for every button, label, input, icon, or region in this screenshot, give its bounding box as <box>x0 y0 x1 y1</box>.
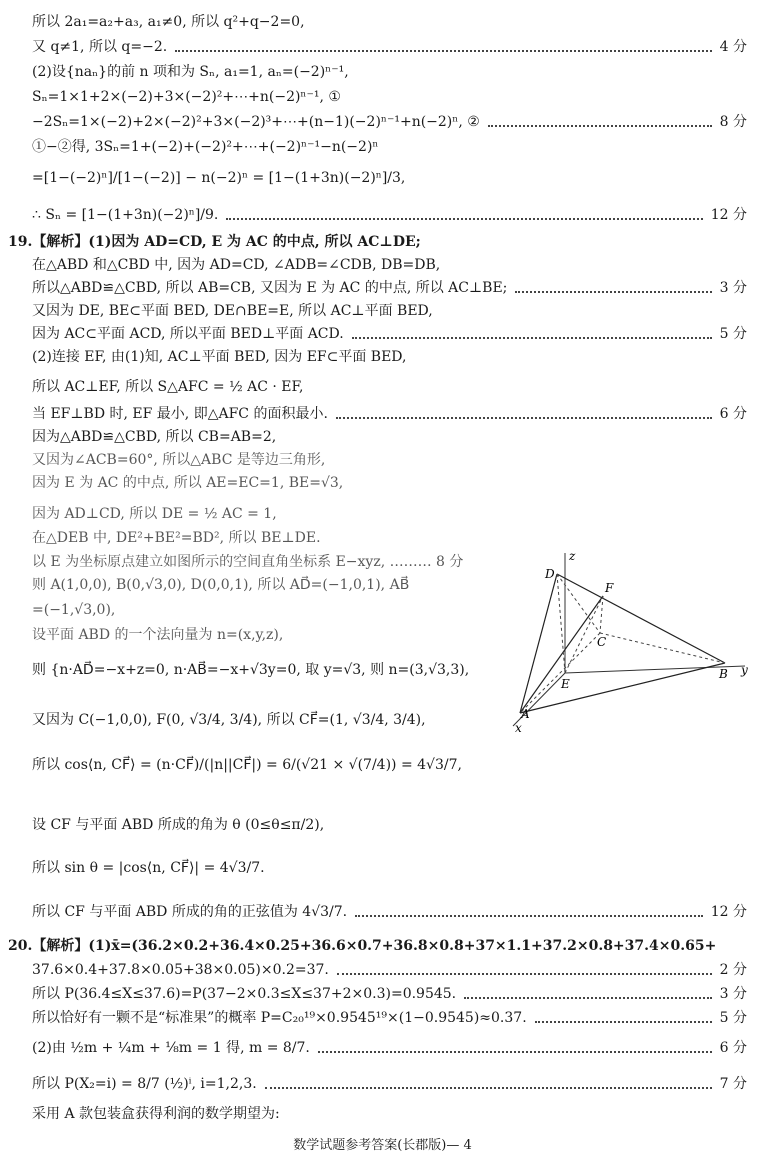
question-20-heading: 20.【解析】(1)x̄=(36.2×0.2+36.4×0.25+36.6×0.7+36.8×0.8+37×1.1+37.2×0.8+37.4×0.65+ <box>8 938 717 954</box>
score-label: 5 分 <box>719 1010 747 1026</box>
text-line: Sₙ=1×1+2×(−2)+3×(−2)²+⋯+n(−2)ⁿ⁻¹, ① <box>32 89 341 105</box>
text-line: =(−1,√3,0), <box>32 602 116 618</box>
text-line: −2Sₙ=1×(−2)+2×(−2)²+3×(−2)³+⋯+(n−1)(−2)ⁿ⁻¹+n(−2)ⁿ, ② 8 分 <box>32 114 747 130</box>
text-line: 当 EF⊥BD 时, EF 最小, 即△AFC 的面积最小. 6 分 <box>32 406 747 422</box>
text-line: 所以 AC⊥EF, 所以 S△AFC = ½ AC · EF, <box>32 379 304 395</box>
text-line: 设平面 ABD 的一个法向量为 n=(x,y,z), <box>32 627 284 643</box>
text-line: 在△DEB 中, DE²+BE²=BD², 所以 BE⊥DE. <box>32 530 321 546</box>
edge-DA <box>520 574 557 713</box>
score-label: 6 分 <box>719 1040 747 1056</box>
score-label: 7 分 <box>719 1076 747 1092</box>
edge-DB <box>557 574 725 663</box>
text-line: 所以恰好有一颗不是“标准果”的概率 P=C₂₀¹⁹×0.9545¹⁹×(1−0.9545)≈0.37. 5 分 <box>32 1010 747 1026</box>
score-label: 3 分 <box>719 986 747 1002</box>
text-line: 所以 P(36.4≤X≤37.6)=P(37−2×0.3≤X≤37+2×0.3)=0.9545. 3 分 <box>32 986 747 1002</box>
text-line: 所以 2a₁=a₂+a₃, a₁≠0, 所以 q²+q−2=0, <box>32 14 305 30</box>
text-line: 设 CF 与平面 ABD 所成的角为 θ (0≤θ≤π/2), <box>32 817 325 833</box>
text-line: 又因为 DE, BE⊂平面 BED, DE∩BE=E, 所以 AC⊥平面 BED, <box>32 303 433 319</box>
axis-label-z: z <box>569 549 576 563</box>
score-label: 6 分 <box>719 406 747 422</box>
axis-label-y: y <box>741 663 748 677</box>
text-line: ①−②得, 3Sₙ=1+(−2)+(−2)²+⋯+(−2)ⁿ⁻¹−n(−2)ⁿ <box>32 139 379 155</box>
text-line: (2)设{naₙ}的前 n 项和为 Sₙ, a₁=1, aₙ=(−2)ⁿ⁻¹, <box>32 64 349 80</box>
question-19-heading: 19.【解析】(1)因为 AD=CD, E 为 AC 的中点, 所以 AC⊥DE; <box>8 234 421 250</box>
text-line: 所以 sin θ = |cos⟨n, CF⃗⟩| = 4√3/7. <box>32 860 265 876</box>
point-label-E: E <box>561 677 570 691</box>
text-line: (2)连接 EF, 由(1)知, AC⊥平面 BED, 因为 EF⊂平面 BED, <box>32 349 407 365</box>
score-label: 8 分 <box>719 114 747 130</box>
tetrahedron-diagram <box>505 548 755 733</box>
score-label: 12 分 <box>710 207 747 223</box>
text-line: 所以 P(X₂=i) = 8/7 (½)ⁱ, i=1,2,3. 7 分 <box>32 1064 747 1104</box>
text-line: 37.6×0.4+37.8×0.05+38×0.05)×0.2=37. 2 分 <box>32 962 747 978</box>
edge-CA <box>520 633 600 713</box>
edge-DC <box>557 574 600 633</box>
text-line: 在△ABD 和△CBD 中, 因为 AD=CD, ∠ADB=∠CDB, DB=DB, <box>32 257 441 273</box>
point-label-C: C <box>597 635 607 649</box>
text-line: 所以 CF 与平面 ABD 所成的角的正弦值为 4√3/7. 12 分 <box>32 892 747 932</box>
text-line: 以 E 为坐标原点建立如图所示的空间直角坐标系 E−xyz, ……… 8 分 <box>32 554 464 570</box>
edge-CB <box>600 633 725 663</box>
score-label: 4 分 <box>719 39 747 55</box>
score-label: 12 分 <box>710 904 747 920</box>
text-line: 所以 cos⟨n, CF⃗⟩ = (n·CF⃗)/(|n||CF⃗|) = 6/(√21 × √(7/4)) = 4√3/7, <box>32 757 462 773</box>
text-line: 又因为∠ACB=60°, 所以△ABC 是等边三角形, <box>32 452 326 468</box>
point-label-F: F <box>605 581 614 595</box>
y-axis <box>565 666 745 673</box>
text-line: 则 A(1,0,0), B(0,√3,0), D(0,0,1), 所以 AD⃗=(−1,0,1), AB⃗ <box>32 577 410 593</box>
point-label-B: B <box>719 667 728 681</box>
text-line: 因为 AC⊂平面 ACD, 所以平面 BED⊥平面 ACD. 5 分 <box>32 326 747 342</box>
text-line: 则 {n·AD⃗=−x+z=0, n·AB⃗=−x+√3y=0, 取 y=√3, 则 n=(3,√3,3), <box>32 662 470 678</box>
point-label-D: D <box>545 567 555 581</box>
point-label-A: A <box>521 707 530 721</box>
score-label: 3 分 <box>719 280 747 296</box>
score-label: 2 分 <box>719 962 747 978</box>
text-line: (2)由 ½m + ¼m + ⅛m = 1 得, m = 8/7. 6 分 <box>32 1028 747 1068</box>
tetrahedron-figure <box>505 548 755 733</box>
score-label: 5 分 <box>719 326 747 342</box>
text-line: ∴ Sₙ = [1−(1+3n)(−2)ⁿ]/9. 12 分 <box>32 195 747 235</box>
text-line: 采用 A 款包装盒获得利润的数学期望为: <box>32 1106 280 1122</box>
page-footer: 数学试题参考答案(长郡版)— 4 <box>293 1138 472 1153</box>
text-line: 因为 E 为 AC 的中点, 所以 AE=EC=1, BE=√3, <box>32 475 344 491</box>
axis-label-x: x <box>515 721 522 733</box>
text-line: 又因为 C(−1,0,0), F(0, √3/4, 3/4), 所以 CF⃗=(1, √3/4, 3/4), <box>32 712 426 728</box>
text-line: 又 q≠1, 所以 q=−2. 4 分 <box>32 39 747 55</box>
text-line: =[1−(−2)ⁿ]/[1−(−2)] − n(−2)ⁿ = [1−(1+3n)(−2)ⁿ]/3, <box>32 170 406 186</box>
text-line: 所以△ABD≌△CBD, 所以 AB=CB, 又因为 E 为 AC 的中点, 所以 AC⊥BE; 3 分 <box>32 280 747 296</box>
text-line: 因为△ABD≌△CBD, 所以 CB=AB=2, <box>32 429 277 445</box>
text-line: 因为 AD⊥CD, 所以 DE = ½ AC = 1, <box>32 506 277 522</box>
